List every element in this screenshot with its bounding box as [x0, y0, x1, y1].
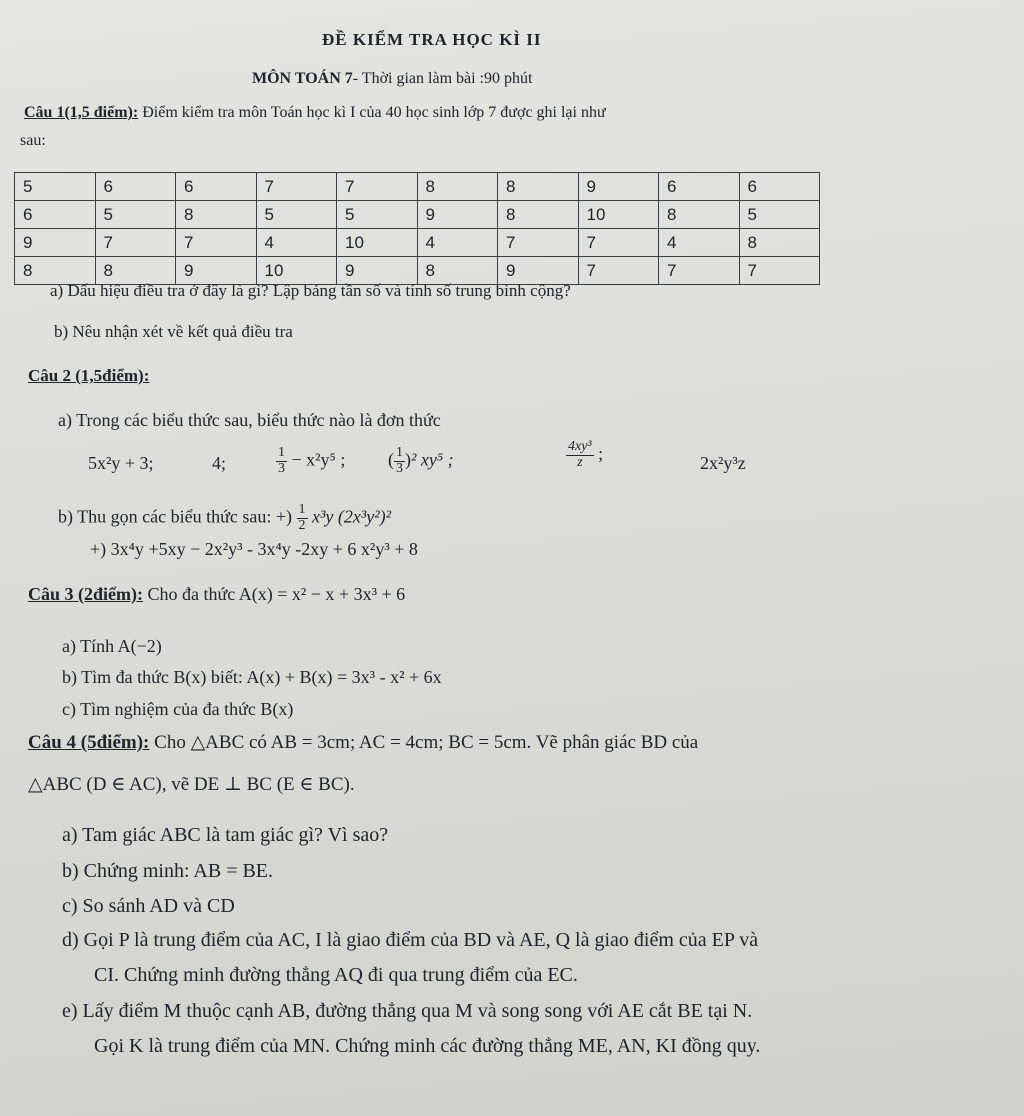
- table-cell: 5: [95, 201, 176, 229]
- table-cell: 6: [739, 173, 820, 201]
- scores-table: [14, 172, 820, 285]
- q3-part-a: a) Tính A(−2): [62, 636, 162, 656]
- table-row: [15, 229, 820, 257]
- table-cell: 5: [15, 173, 96, 201]
- q4-part-c: c) So sánh AD và CD: [62, 895, 235, 917]
- q3-text: Cho đa thức A(x) = x² − x + 3x³ + 6: [143, 584, 406, 604]
- q4-part-d-line2: CI. Chứng minh đường thẳng AQ đi qua trung điểm của EC.: [94, 964, 578, 986]
- q4-text-cont: △ABC (D ∈ AC), vẽ DE ⊥ BC (E ∈ BC).: [28, 774, 355, 795]
- q2-expr-5: $\frac{\text{4xy³}}{z}$ ;: [568, 439, 604, 470]
- table-cell: 9: [498, 257, 579, 285]
- table-cell: 10: [578, 201, 659, 229]
- exam-subtitle: [252, 70, 532, 88]
- table-cell: 7: [578, 257, 659, 285]
- q2-expr-2: 4;: [212, 453, 227, 473]
- q1-part-a: a) Dấu hiệu điều tra ở đây là gì? Lập bảng tần số và tính số trung bình cộng?: [50, 281, 571, 300]
- table-cell: 9: [578, 173, 659, 201]
- table-cell: 8: [659, 201, 740, 229]
- table-cell: 8: [95, 257, 176, 285]
- q1-text-cont: sau:: [20, 132, 46, 149]
- q4-part-e-line1: e) Lấy điểm M thuộc cạnh AB, đường thẳng qua M và song song với AE cắt BE tại N.: [62, 1000, 753, 1022]
- table-cell: 7: [95, 229, 176, 257]
- table-cell: 6: [176, 173, 257, 201]
- q4-label: Câu 4 (5điểm):: [28, 732, 150, 753]
- table-cell: 6: [95, 173, 176, 201]
- table-cell: 5: [739, 201, 820, 229]
- q1-statement: [24, 104, 606, 122]
- fraction: $\frac{1}{3}$: [396, 445, 403, 476]
- table-cell: 4: [256, 229, 337, 257]
- table-cell: 7: [176, 229, 257, 257]
- table-cell: 4: [659, 229, 740, 257]
- table-cell: 8: [417, 257, 498, 285]
- q3-label: Câu 3 (2điểm):: [28, 584, 143, 604]
- duration-label: - Thời gian làm bài :90 phút: [352, 70, 533, 87]
- table-cell: 9: [176, 257, 257, 285]
- q4-text: Cho △ABC có AB = 3cm; AC = 4cm; BC = 5cm. Vẽ phân giác BD của: [149, 732, 699, 753]
- table-row: [15, 201, 820, 229]
- q4-part-b: b) Chứng minh: AB = BE.: [62, 860, 274, 882]
- q3-part-b: b) Tìm đa thức B(x) biết: A(x) + B(x) = 3x³ - x² + 6x: [62, 667, 442, 687]
- table-cell: 9: [15, 229, 96, 257]
- q1-text: Điểm kiểm tra môn Toán học kì I của 40 học sinh lớp 7 được ghi lại như: [138, 104, 606, 121]
- q4-statement: [28, 731, 698, 754]
- table-cell: 10: [337, 229, 418, 257]
- exam-title: ĐỀ KIỂM TRA HỌC KÌ II: [322, 30, 542, 49]
- table-cell: 6: [15, 201, 96, 229]
- table-cell: 7: [578, 229, 659, 257]
- table-cell: 4: [417, 229, 498, 257]
- q4-part-e-line2: Gọi K là trung điểm của MN. Chứng minh các đường thẳng ME, AN, KI đồng quy.: [94, 1035, 761, 1057]
- q2-label: Câu 2 (1,5điểm):: [28, 366, 150, 385]
- table-cell: 10: [256, 257, 337, 285]
- q2-part-b2: +) 3x⁴y +5xy − 2x²y³ - 3x⁴y -2xy + 6 x²y³ + 8: [90, 539, 418, 559]
- table-cell: 8: [15, 257, 96, 285]
- table-cell: 8: [176, 201, 257, 229]
- table-cell: 8: [498, 201, 579, 229]
- table-cell: 7: [659, 257, 740, 285]
- fraction: $\frac{\text{4xy³}}{z}$: [568, 439, 592, 470]
- q2-expr-6: 2x²y³z: [700, 453, 746, 473]
- q4-part-a: a) Tam giác ABC là tam giác gì? Vì sao?: [62, 824, 389, 846]
- q2-expr-4: ( $\frac{1}{3}$ )² xy⁵ ;: [388, 445, 454, 476]
- table-cell: 7: [739, 257, 820, 285]
- table-cell: 5: [256, 201, 337, 229]
- q2-part-a: a) Trong các biểu thức sau, biểu thức nào là đơn thức: [58, 410, 441, 430]
- table-cell: 9: [417, 201, 498, 229]
- fraction: $\frac{1}{3}$: [278, 445, 285, 476]
- q4-part-d-line1: d) Gọi P là trung điểm của AC, I là giao điểm của BD và AE, Q là giao điểm của EP và: [62, 929, 759, 951]
- table-cell: 8: [417, 173, 498, 201]
- table-cell: 9: [337, 257, 418, 285]
- q2-expr-3: $\frac{1}{3}$ − x²y⁵ ;: [278, 445, 346, 476]
- table-cell: 6: [659, 173, 740, 201]
- table-cell: 5: [337, 201, 418, 229]
- q1-part-b: b) Nêu nhận xét về kết quả điều tra: [54, 322, 293, 341]
- q2-part-b: b) Thu gọn các biểu thức sau: +) $\frac{1}{2}$ x³y (2x³y²)²: [58, 502, 392, 533]
- q2-expr-1: 5x²y + 3;: [88, 453, 154, 473]
- fraction: $\frac{1}{2}$: [298, 502, 306, 533]
- table-row: [15, 173, 820, 201]
- table-cell: 7: [337, 173, 418, 201]
- table-cell: 8: [498, 173, 579, 201]
- q3-statement: [28, 584, 405, 605]
- q1-label: Câu 1(1,5 điểm):: [24, 104, 139, 121]
- table-cell: 8: [739, 229, 820, 257]
- q3-part-c: c) Tìm nghiệm của đa thức B(x): [62, 699, 294, 719]
- table-cell: 7: [256, 173, 337, 201]
- subject-label: MÔN TOÁN 7: [252, 70, 353, 87]
- table-cell: 7: [498, 229, 579, 257]
